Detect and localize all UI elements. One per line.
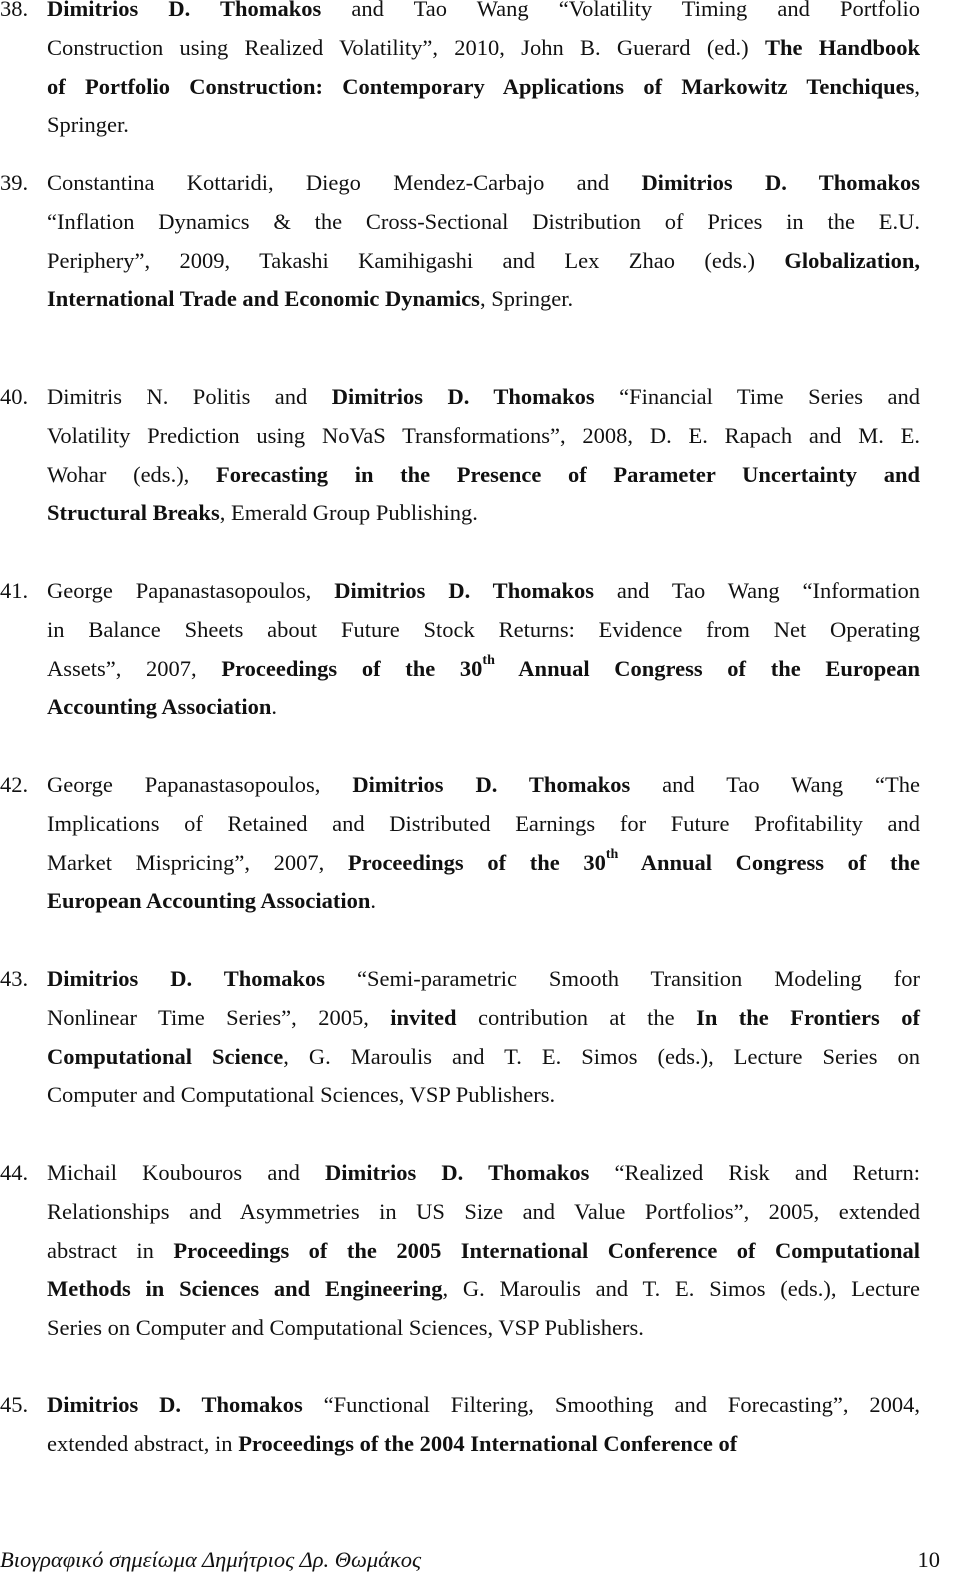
bold-text: Dimitrios D. Thomakos bbox=[331, 384, 595, 409]
entry-line bbox=[0, 882, 960, 921]
bold-text: Annual Congress of the European bbox=[494, 655, 920, 681]
bold-text: European Accounting Association bbox=[47, 888, 371, 914]
text-segment: Relationships and Asymmetries in US Size and Value Portfolios”, 2005, extended bbox=[47, 1198, 920, 1224]
entry-text bbox=[47, 1386, 920, 1425]
bold-text: Dimitrios D. Thomakos bbox=[47, 1392, 303, 1417]
entry-line bbox=[0, 766, 960, 805]
text-segment: . bbox=[370, 888, 377, 914]
bold-text: Dimitrios D. Thomakos bbox=[47, 966, 325, 991]
bold-text: Proceedings of the 30 bbox=[221, 655, 483, 681]
text-segment: extended abstract, in bbox=[47, 1430, 239, 1456]
entry-line bbox=[0, 494, 960, 533]
bold-text: Dimitrios D. Thomakos bbox=[325, 1160, 590, 1185]
entry-text bbox=[47, 417, 920, 456]
entry-line bbox=[0, 1038, 960, 1077]
text-segment: , Emerald Group Publishing. bbox=[219, 500, 478, 526]
entry-line bbox=[0, 106, 960, 145]
entry-number: 43. bbox=[0, 966, 29, 991]
entry-line bbox=[0, 650, 960, 689]
text-segment: Assets”, 2007, bbox=[47, 655, 222, 681]
entry-text bbox=[47, 882, 920, 921]
entry-line bbox=[0, 688, 960, 727]
bold-text: Forecasting in the Presence of Parameter Uncertainty and bbox=[215, 461, 920, 487]
entry-text bbox=[47, 1038, 920, 1077]
text-segment: Constantina Kottaridi, Diego Mendez-Carbajo and bbox=[47, 170, 642, 195]
entry-line bbox=[0, 242, 960, 281]
text-segment: and Tao Wang “Information bbox=[593, 578, 920, 603]
bold-text: invited bbox=[390, 1004, 457, 1030]
text-segment: “Semi-parametric Smooth Transition Modeling for bbox=[325, 966, 920, 991]
entry-text bbox=[47, 1425, 920, 1464]
entry-text bbox=[47, 0, 920, 29]
entry-text bbox=[47, 572, 920, 611]
entry-line bbox=[0, 378, 960, 417]
text-segment: , bbox=[914, 73, 920, 99]
entry-number: 44. bbox=[0, 1160, 29, 1185]
entry-number: 39. bbox=[0, 170, 29, 195]
text-segment: Periphery”, 2009, Takashi Kamihigashi and Lex Zhao (eds.) bbox=[47, 247, 785, 273]
text-segment: in Balance Sheets about Future Stock Returns: Evidence from Net Operating bbox=[47, 616, 920, 642]
text-segment: Wohar (eds.), bbox=[47, 461, 216, 487]
publication-entry bbox=[0, 164, 960, 319]
entry-text bbox=[47, 650, 920, 689]
text-segment: , Springer. bbox=[479, 286, 574, 312]
text-segment: Michail Koubouros and bbox=[47, 1160, 326, 1185]
entry-number: 41. bbox=[0, 578, 29, 603]
entry-text bbox=[47, 164, 920, 203]
text-segment: Market Mispricing”, 2007, bbox=[47, 849, 348, 875]
bold-text: Proceedings of the 2004 International Conference of bbox=[238, 1430, 738, 1456]
bold-text: Dimitrios D. Thomakos bbox=[641, 170, 920, 195]
bold-text: Globalization, bbox=[784, 247, 920, 273]
entry-text bbox=[47, 805, 920, 844]
bold-text: Dimitrios D. Thomakos bbox=[352, 772, 631, 797]
entry-text bbox=[47, 611, 920, 650]
entry-text bbox=[47, 106, 920, 145]
entry-line bbox=[0, 844, 960, 883]
bold-text: Structural Breaks bbox=[47, 500, 220, 526]
text-segment: and Tao Wang “The bbox=[630, 772, 920, 797]
publication-entry bbox=[0, 1386, 960, 1464]
entry-text bbox=[47, 1309, 920, 1348]
text-segment: “Inflation Dynamics & the Cross-Sectional Distribution of Prices in the E.U. bbox=[47, 208, 920, 234]
entry-line bbox=[0, 456, 960, 495]
entry-line bbox=[0, 0, 960, 29]
entry-text bbox=[47, 688, 920, 727]
entry-text bbox=[47, 766, 920, 805]
text-segment: . bbox=[271, 694, 278, 720]
publication-entry bbox=[0, 1154, 960, 1348]
entry-text bbox=[47, 844, 920, 883]
entry-number: 38. bbox=[0, 0, 29, 21]
superscript-text: th bbox=[482, 653, 495, 669]
entry-text bbox=[47, 1270, 920, 1309]
text-segment: Nonlinear Time Series”, 2005, bbox=[47, 1004, 391, 1030]
text-segment: Computer and Computational Sciences, VSP Publishers. bbox=[47, 1082, 556, 1108]
entry-text bbox=[47, 242, 920, 281]
text-segment: abstract in bbox=[47, 1237, 174, 1263]
entry-text bbox=[47, 68, 920, 107]
text-segment: “Financial Time Series and bbox=[594, 384, 921, 409]
bold-text: of Portfolio Construction: Contemporary Applications of Markowitz Tenchiques bbox=[47, 73, 915, 99]
publication-entry bbox=[0, 378, 960, 533]
text-segment: Construction using Realized Volatility”, 2010, John B. Guerard (ed.) bbox=[47, 34, 765, 60]
publication-entry bbox=[0, 766, 960, 921]
entry-text bbox=[47, 456, 920, 495]
entry-text bbox=[47, 203, 920, 242]
bold-text: Proceedings of the 30 bbox=[347, 849, 606, 875]
page-number: 10 bbox=[917, 1547, 940, 1572]
text-segment: , G. Maroulis and T. E. Simos (eds.), Lecture bbox=[442, 1276, 921, 1302]
entry-line bbox=[0, 417, 960, 456]
text-segment: Dimitris N. Politis and bbox=[47, 384, 332, 409]
entry-text bbox=[47, 494, 920, 533]
text-segment: Series on Computer and Computational Sciences, VSP Publishers. bbox=[47, 1315, 644, 1341]
bold-text: The Handbook bbox=[764, 34, 921, 60]
entry-text bbox=[47, 1076, 920, 1115]
entry-text bbox=[47, 999, 920, 1038]
footer-title: Βιογραφικό σημείωμα Δημήτριος Δρ. Θωμάκος bbox=[0, 1547, 422, 1572]
entry-line bbox=[0, 68, 960, 107]
bold-text: Proceedings of the 2005 International Conference of Computational bbox=[173, 1237, 920, 1263]
entry-line bbox=[0, 611, 960, 650]
bold-text: Computational Science bbox=[47, 1043, 284, 1069]
entry-text bbox=[47, 280, 920, 319]
entry-text bbox=[47, 1193, 920, 1232]
entry-text bbox=[47, 960, 920, 999]
entry-line bbox=[0, 1270, 960, 1309]
bold-text: In the Frontiers of bbox=[696, 1004, 920, 1030]
text-segment: Volatility Prediction using NoVaS Transformations”, 2008, D. E. Rapach and M. E. bbox=[47, 422, 920, 448]
bold-text: Annual Congress of the bbox=[618, 849, 920, 875]
text-segment: “Functional Filtering, Smoothing and Forecasting”, 2004, bbox=[302, 1392, 920, 1417]
entry-line bbox=[0, 29, 960, 68]
entry-line bbox=[0, 1386, 960, 1425]
entry-line bbox=[0, 1232, 960, 1271]
entry-line bbox=[0, 280, 960, 319]
entry-text bbox=[47, 1154, 920, 1193]
publication-entry bbox=[0, 572, 960, 727]
text-segment: Implications of Retained and Distributed Earnings for Future Profitability and bbox=[47, 810, 920, 836]
entry-line bbox=[0, 1425, 960, 1464]
text-segment: George Papanastasopoulos, bbox=[47, 578, 335, 603]
text-segment: “Realized Risk and Return: bbox=[589, 1160, 921, 1185]
entry-line bbox=[0, 999, 960, 1038]
entry-line bbox=[0, 1193, 960, 1232]
text-segment: George Papanastasopoulos, bbox=[47, 772, 353, 797]
bold-text: Methods in Sciences and Engineering bbox=[47, 1276, 443, 1302]
entry-line bbox=[0, 1154, 960, 1193]
text-segment: and Tao Wang “Volatility Timing and Portfolio bbox=[321, 0, 920, 21]
text-segment: , G. Maroulis and T. E. Simos (eds.), Lecture Series on bbox=[283, 1043, 920, 1069]
publication-entry bbox=[0, 0, 960, 145]
entry-line bbox=[0, 1309, 960, 1348]
bold-text: International Trade and Economic Dynamics bbox=[47, 286, 480, 312]
entry-text bbox=[47, 378, 920, 417]
entry-line bbox=[0, 805, 960, 844]
entry-number: 42. bbox=[0, 772, 29, 797]
text-segment: contribution at the bbox=[456, 1004, 697, 1030]
bold-text: Dimitrios D. Thomakos bbox=[47, 0, 322, 21]
entry-line bbox=[0, 960, 960, 999]
entry-text bbox=[47, 29, 920, 68]
page-footer bbox=[0, 1541, 960, 1581]
entry-line bbox=[0, 203, 960, 242]
entry-line bbox=[0, 572, 960, 611]
entry-number: 40. bbox=[0, 384, 29, 409]
publication-entry bbox=[0, 960, 960, 1115]
bold-text: Dimitrios D. Thomakos bbox=[334, 578, 594, 603]
superscript-text: th bbox=[605, 847, 619, 863]
entry-line bbox=[0, 1076, 960, 1115]
bold-text: Accounting Association bbox=[47, 694, 272, 720]
entry-line bbox=[0, 164, 960, 203]
entry-text bbox=[47, 1232, 920, 1271]
text-segment: Springer. bbox=[47, 112, 129, 138]
entry-number: 45. bbox=[0, 1392, 29, 1417]
